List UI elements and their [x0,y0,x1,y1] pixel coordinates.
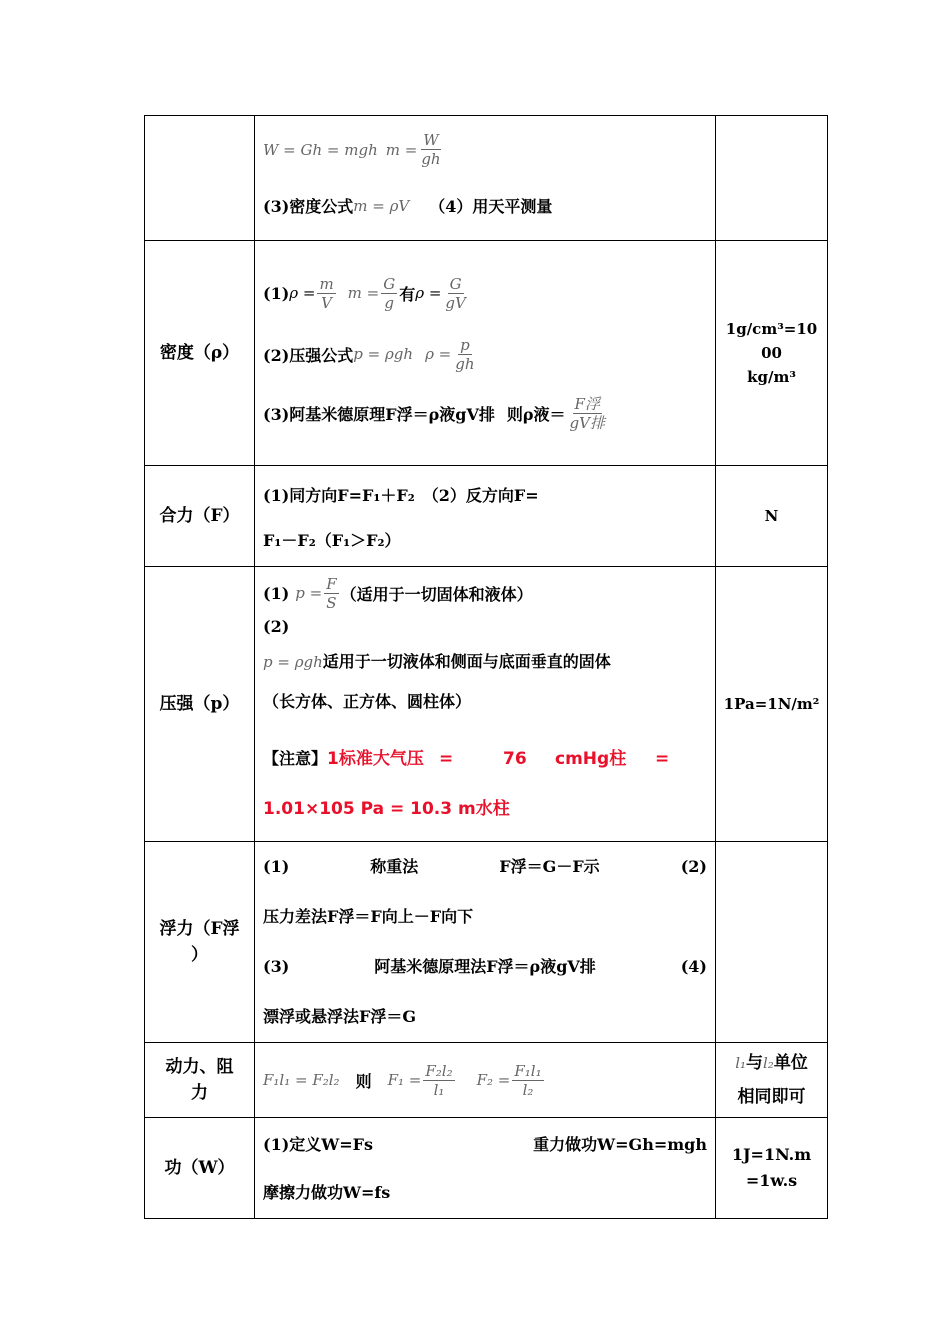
row-formulas [255,116,716,241]
row-name-empty [145,116,255,241]
row-unit: 1Pa=1N/m² [716,567,828,842]
fraction-f-over-s: $\frac{F}{S}$ [326,574,337,612]
formula-line: (1) ρ = $\frac{m}{V}$ m = $\frac{G}{g}$ 有 ρ = $\frac{G}{gV}$ [263,274,466,312]
row-formulas: (1)定义W=Fs 重力做功W=Gh=mgh 摩擦力做功W=fs [255,1118,716,1219]
row-formulas: (1)同方向F=F₁＋F₂ （2）反方向F= F₁－F₂（F₁＞F₂） [255,466,716,567]
formula-m-eq: m = [385,140,418,159]
row-formulas [255,1043,716,1118]
note-line-2: 1.01×105 Pa = 10.3 m水柱 [263,798,510,819]
fraction-f-over-gv: $\frac{\text{F浮}}{\text{gV排}}$ [569,394,605,432]
row-formulas: (1) p = $\frac{F}{S}$ （适用于一切固体和液体） (2) p = ρgh 适用于一切液体和侧面与底面垂直的固体 （长方体、正方体、圆柱体） 【注意】 1标准大气压 = 76 cmHg柱 = 1.01×105 Pa = 10.3 m水柱 [255,567,716,842]
row-unit-empty [716,116,828,241]
table-row-buoyancy [145,842,828,1043]
table-row-pressure [145,567,828,842]
row-name: 浮力（F浮 ） [145,842,255,1043]
formula-line: p = ρgh 适用于一切液体和侧面与底面垂直的固体 [263,651,611,671]
row-name: 功（W） [145,1118,255,1219]
row-unit: N [716,466,828,567]
table-row-density [145,241,828,466]
formula-line: (1) 称重法 F浮＝G－F示 (2) [263,857,707,876]
fraction-f2l2-over-l1: $\frac{\text{F₂l₂}}{\text{l₁}}$ [425,1061,453,1099]
formula-line: (2)压强公式 p = ρgh ρ = $\frac{p}{gh}$ [263,335,475,373]
row-unit: 1J=1N.m =1w.s [716,1118,828,1219]
row-formulas: (1) 称重法 F浮＝G－F示 (2) 压力差法F浮＝F向上－F向下 (3) 阿基米德原理法F浮＝ρ液gV排 (4) 漂浮或悬浮法F浮＝G [255,842,716,1043]
row-formulas [255,241,716,466]
formula-m-rho-v: m = ρV [353,196,410,215]
row-name: 压强（p） [145,567,255,842]
row-unit-empty [716,842,828,1043]
formula-line: (1)定义W=Fs 重力做功W=Gh=mgh [263,1135,707,1154]
table-row-work [145,1118,828,1219]
fraction-p-over-gh: $\frac{p}{gh}$ [455,335,475,373]
formula-line: (3)阿基米德原理F浮＝ρ液gV排 则ρ液＝ $\frac{\text{F浮}}{\text{gV排}}$ [263,394,605,432]
formula-line: (3)密度公式 m = ρV （4）用天平测量 [263,196,553,216]
fraction-m-over-v: $\frac{m}{V}$ [319,274,334,312]
formula-w-gh: W = Gh = mgh [263,140,378,159]
row-unit: 1g/cm³=10 00 kg/m³ [716,241,828,466]
fraction-g-over-g: $\frac{G}{g}$ [383,274,396,312]
formula-line: F₁l₁ = F₂l₂ 则 F₁ = $\frac{\text{F₂l₂}}{\text{l₁}}$ F₂ = $\frac{\text{F₁l₁}}{\text{l₂}}$ [263,1061,542,1099]
formula-line [263,131,707,168]
formula-line: (1) p = $\frac{F}{S}$ （适用于一切固体和液体） [263,574,533,612]
note-line: 【注意】 1标准大气压 = 76 cmHg柱 = [263,748,670,769]
table-row-lever [145,1043,828,1118]
row-name: 动力、阻 力 [145,1043,255,1118]
fraction-w-over-gh: $\frac{W}{gh}$ [421,131,441,168]
row-name: 合力（F） [145,466,255,567]
formula-line: (3) 阿基米德原理法F浮＝ρ液gV排 (4) [263,957,707,976]
physics-formula-table [144,115,828,1219]
fraction-g-over-gv: $\frac{G}{gV}$ [445,274,466,312]
fraction-f1l1-over-l2: $\frac{\text{F₁l₁}}{\text{l₂}}$ [514,1061,542,1099]
row-name: 密度（ρ） [145,241,255,466]
table-row-work-gravity [145,116,828,241]
row-unit: l₁与l₂单位 相同即可 [716,1043,828,1118]
table-row-resultant-force [145,466,828,567]
